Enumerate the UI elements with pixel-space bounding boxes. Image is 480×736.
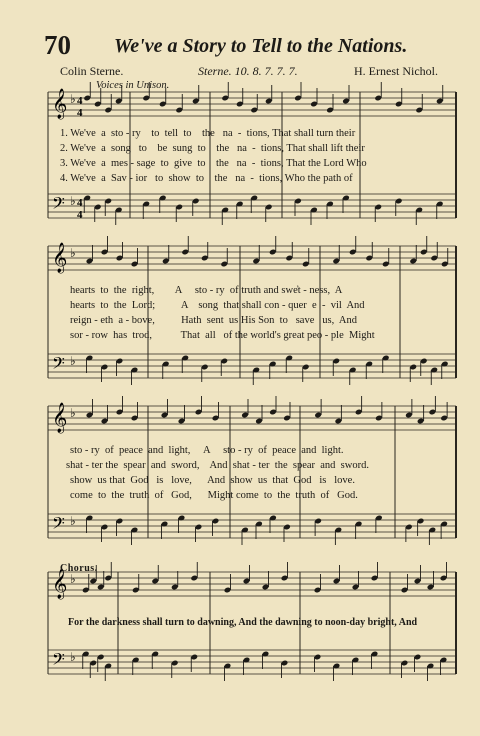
system-3-verse-1: sto - ry of peace and light, A sto - ry of peace and light. xyxy=(70,445,344,456)
time-signature: 4 xyxy=(77,107,83,119)
flat-key-signature: ♭ xyxy=(70,354,76,368)
system-1-verse-2: 2. We've a song to be sung to the na - tions, That shall lift their xyxy=(60,143,365,154)
flat-key-signature: ♭ xyxy=(70,92,76,106)
treble-clef: 𝄞 xyxy=(52,89,68,119)
system-1-verse-4: 4. We've a Sav - ior to show to the na - tions, Who the path of xyxy=(60,173,353,184)
chorus-lyric: For the darkness shall turn to dawning, And the dawning to noon-day bright, And xyxy=(68,617,418,628)
flat-key-signature: ♭ xyxy=(70,246,76,260)
hymn-title: We've a Story to Tell to the Nations. xyxy=(114,35,408,57)
system-2-verse-2: hearts to the Lord; A song that shall con - quer e - vil And xyxy=(70,300,365,311)
note-heads xyxy=(48,82,456,681)
performance-direction: Voices in Unison. xyxy=(96,80,170,91)
treble-clef: 𝄞 xyxy=(52,569,68,599)
system-3-verse-4: come to the truth of God, Might come to the truth of God. xyxy=(70,490,358,501)
system-2-bass-staff xyxy=(48,354,456,378)
system-1-verse-3: 3. We've a mes - sage to give to the na - tions, That the Lord Who xyxy=(60,158,367,169)
tune-meter: Sterne. 10. 8. 7. 7. 7. xyxy=(198,64,298,78)
system-1-verse-1: 1. We've a sto - ry to tell to the na - tions, That shall turn their xyxy=(60,128,356,139)
flat-key-signature: ♭ xyxy=(70,650,76,664)
flat-key-signature: ♭ xyxy=(70,514,76,528)
system-1-treble-staff xyxy=(48,92,456,116)
bass-clef: 𝄢 xyxy=(52,513,65,537)
hymn-number: 70 xyxy=(44,30,71,60)
system-3-verse-2: shat - ter the spear and sword, And shat - ter the spear and sword. xyxy=(66,460,369,471)
flat-key-signature: ♭ xyxy=(70,572,76,586)
flat-key-signature: ♭ xyxy=(70,406,76,420)
time-signature: 4 xyxy=(77,95,83,107)
treble-clef: 𝄞 xyxy=(52,243,68,273)
system-2-verse-3: reign - eth a - bove, Hath sent us His Son to save us, And xyxy=(70,315,357,326)
bass-clef: 𝄢 xyxy=(52,193,65,217)
time-signature: 4 xyxy=(77,209,83,221)
bass-clef: 𝄢 xyxy=(52,649,65,673)
lyricist: Colin Sterne. xyxy=(60,64,124,78)
bass-clef: 𝄢 xyxy=(52,353,65,377)
time-signature: 4 xyxy=(77,197,83,209)
chorus-bass-staff xyxy=(48,650,456,674)
chorus-label: Chorus. xyxy=(60,563,98,574)
composer: H. Ernest Nichol. xyxy=(354,64,438,78)
system-3-verse-3: show us that God is love, And show us that God is love. xyxy=(70,475,355,486)
system-2-verse-1: hearts to the right, A sto - ry of truth and swe̓t - ness, A xyxy=(70,285,343,296)
system-2-treble-staff xyxy=(48,246,456,270)
flat-key-signature: ♭ xyxy=(70,194,76,208)
treble-clef: 𝄞 xyxy=(52,403,68,433)
system-2-verse-4: sor - row has trod, That all of the world's great peo - ple Might xyxy=(70,330,375,341)
